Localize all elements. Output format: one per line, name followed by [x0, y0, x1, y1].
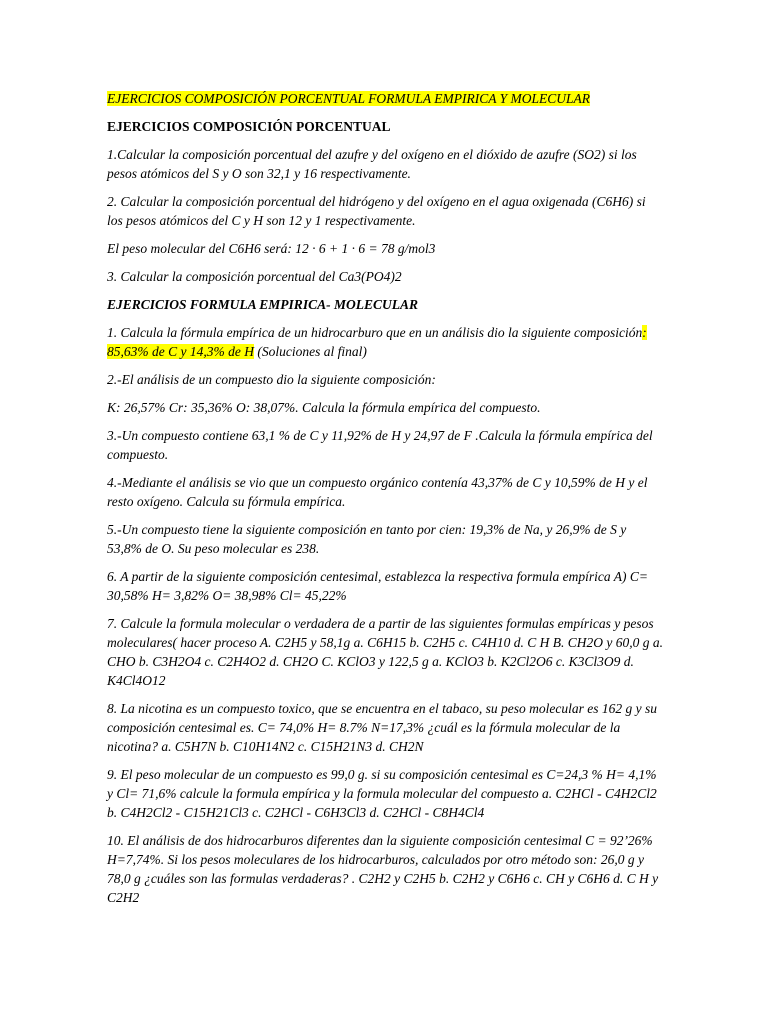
document-title: EJERCICIOS COMPOSICIÓN PORCENTUAL FORMULA EMPIRICA Y MOLECULAR: [107, 91, 590, 106]
exercise-3-formula: 3.-Un compuesto contiene 63,1 % de C y 11,92% de H y 24,97 de F .Calcula la fórmula empírica del compuesto.: [107, 428, 653, 462]
exercise-4-formula: 4.-Mediante el análisis se vio que un compuesto orgánico contenía 43,37% de C y 10,59% de H y el resto oxígeno. Calcula su fórmula empírica.: [107, 475, 648, 509]
section-heading-composicion: EJERCICIOS COMPOSICIÓN PORCENTUAL: [107, 119, 391, 134]
document-body: [107, 89, 663, 916]
exercise-2-data: K: 26,57% Cr: 35,36% O: 38,07%. Calcula la fórmula empírica del compuesto.: [107, 400, 541, 415]
exercise-1-highlight: : 85,63% de C y 14,3% de H: [107, 325, 647, 359]
exercise-10-formula: 10. El análisis de dos hidrocarburos diferentes dan la siguiente composición centesimal C = 92’26% H=7,74%. Si los pesos moleculares de los hidrocarburos, calculados por otro método son: 26,0 g y 78,0 g ¿cuáles son las formulas verdaderas? . C2H2 y C2H5 b. C2H2 y C6H6 c. CH y C6H6 d. C H y C2H2: [107, 833, 659, 905]
exercise-3-composicion: 3. Calcular la composición porcentual del Ca3(PO4)2: [107, 269, 402, 284]
exercise-7-formula: 7. Calcule la formula molecular o verdadera de a partir de las siguientes formulas empíricas y pesos moleculares( hacer proceso A. C2H5 y 58,1g a. C6H15 b. C2H5 c. C4H10 d. C H B. CH2O y 60,0 g a. CHO b. C3H2O4 c. C2H4O2 d. CH2O C. KClO3 y 122,5 g a. KClO3 b. K2Cl2O6 c. K3Cl3O9 d. K4Cl4O12: [107, 616, 663, 688]
exercise-2-formula: 2.-El análisis de un compuesto dio la siguiente composición:: [107, 372, 436, 387]
exercise-9-formula: 9. El peso molecular de un compuesto es 99,0 g. si su composición centesimal es C=24,3 % H= 4,1% y Cl= 71,6% calcule la formula empírica y la formula molecular del compuesto a. C2HCl - C4H2Cl2 b. C4H2Cl2 - C15H21Cl3 c. C2HCl - C6H3Cl3 d. C2HCl - C8H4Cl4: [107, 767, 657, 820]
exercise-1-note: (Soluciones al final): [253, 344, 367, 359]
exercise-1-composicion: 1.Calcular la composición porcentual del azufre y del oxígeno en el dióxido de azufre (SO2) si los pesos atómicos del S y O son 32,1 y 16 respectivamente.: [107, 147, 637, 181]
exercise-1-text: 1. Calcula la fórmula empírica de un hidrocarburo que en un análisis dio la siguiente composición: [107, 325, 643, 340]
section-heading-formula: EJERCICIOS FORMULA EMPIRICA- MOLECULAR: [107, 297, 418, 312]
exercise-6-formula: 6. A partir de la siguiente composición centesimal, establezca la respectiva formula empírica A) C= 30,58% H= 3,82% O= 38,98% Cl= 45,22%: [107, 569, 649, 603]
exercise-8-formula: 8. La nicotina es un compuesto toxico, que se encuentra en el tabaco, su peso molecular es 162 g y su composición centesimal es. C= 74,0% H= 8.7% N=17,3% ¿cuál es la fórmula molecular de la nicotina? a. C5H7N b. C10H14N2 c. C15H21N3 d. CH2N: [107, 701, 658, 754]
exercise-1-formula: [107, 323, 663, 361]
molecular-weight-note: El peso molecular del C6H6 será: 12 · 6 + 1 · 6 = 78 g/mol3: [107, 241, 436, 256]
exercise-2-composicion: 2. Calcular la composición porcentual del hidrógeno y del oxígeno en el agua oxigenada (C6H6) si los pesos atómicos del C y H son 12 y 1 respectivamente.: [107, 194, 646, 228]
exercise-5-formula: 5.-Un compuesto tiene la siguiente composición en tanto por cien: 19,3% de Na, y 26,9% de S y 53,8% de O. Su peso molecular es 238.: [107, 522, 627, 556]
